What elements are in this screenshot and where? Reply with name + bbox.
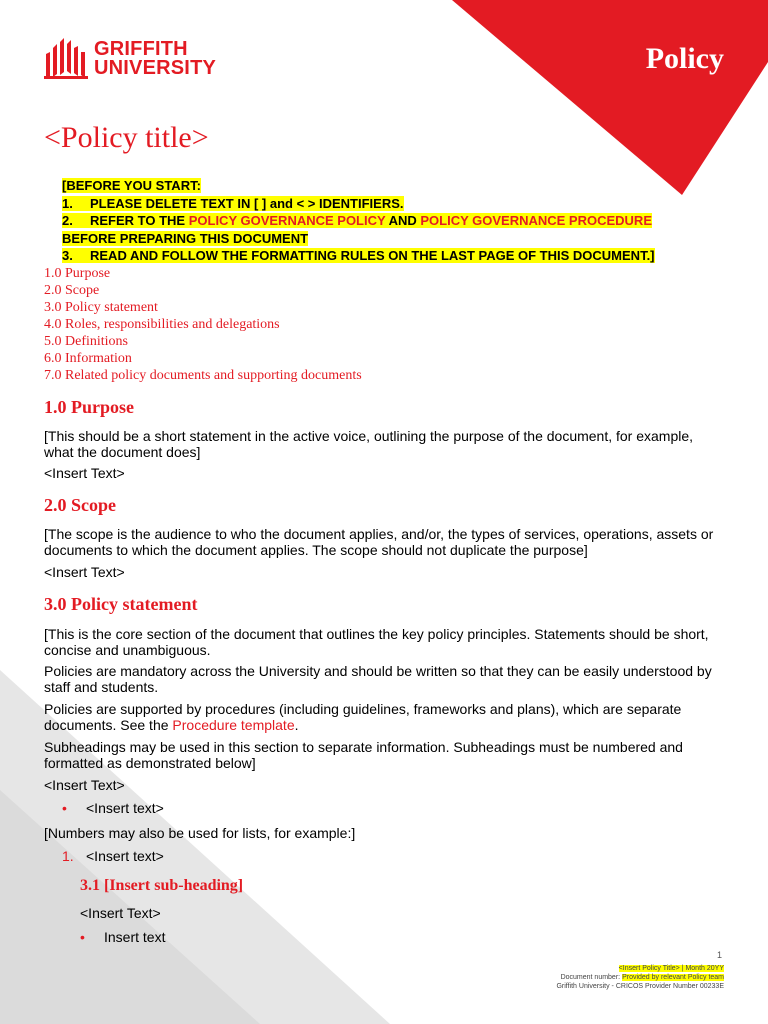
footer-title: <Insert Policy Title> | Month 20YY <box>618 965 724 972</box>
policy-statement-p1: [This is the core section of the document that outlines the key policy principles. Statements should be short, concise and unambiguous. <box>44 626 709 658</box>
sub-insert: <Insert Text> <box>80 905 161 921</box>
numbers-note: [Numbers may also be used for lists, for example:] <box>44 825 356 841</box>
purpose-heading: 1.0 Purpose <box>44 397 134 417</box>
numbered-item-text: <Insert text> <box>86 848 164 864</box>
page-title: <Policy title> <box>44 121 209 154</box>
instructions-block <box>62 177 722 265</box>
document-type-label: Policy <box>645 42 724 75</box>
toc-item-scope[interactable]: 2.0 Scope <box>44 283 100 298</box>
bullet-dot-icon: • <box>80 929 85 945</box>
policy-statement-p3-text: Policies are supported by procedures (including guidelines, frameworks and plans), which are separate documents. See the <box>44 701 682 733</box>
procedure-template-link[interactable]: Procedure template <box>172 717 295 733</box>
header-red-triangle <box>452 0 768 195</box>
list-number: 1. <box>62 848 74 864</box>
list-item <box>62 800 164 816</box>
sub-heading: 3.1 [Insert sub-heading] <box>80 877 244 894</box>
bullet-text: Insert text <box>104 929 166 945</box>
instruction-2-text-b: AND <box>385 213 421 228</box>
policy-statement-p4: Subheadings may be used in this section to separate information. Subheadings must be numbered and formatted as demonstrated below] <box>44 739 683 771</box>
bullet-dot-icon: • <box>62 800 67 816</box>
policy-statement-insert: <Insert Text> <box>44 777 125 793</box>
policy-statement-p3 <box>44 701 724 733</box>
scope-heading: 2.0 Scope <box>44 495 116 515</box>
toc-item-purpose[interactable]: 1.0 Purpose <box>44 266 111 281</box>
purpose-insert: <Insert Text> <box>44 465 125 481</box>
policy-statement-p2: Policies are mandatory across the University and should be written so that they can be easily understood by staff and students. <box>44 663 712 695</box>
logo-line-1: GRIFFITH <box>94 38 188 60</box>
toc-item-related-documents[interactable]: 7.0 Related policy documents and supporting documents <box>44 368 362 383</box>
footer <box>556 964 724 991</box>
instruction-2-text-c: BEFORE PREPARING THIS DOCUMENT <box>62 230 309 246</box>
instruction-1-number: 1. <box>62 195 73 211</box>
scope-insert: <Insert Text> <box>44 564 125 580</box>
table-of-contents <box>44 265 362 384</box>
scope-body: [The scope is the audience to who the document applies, and/or, the types of services, operations, assets or documents to which the document applies. The scope should not duplicate the purpose] <box>44 526 714 558</box>
griffith-emblem-icon <box>44 38 90 80</box>
instruction-3-number: 3. <box>62 248 73 263</box>
instruction-3-text: READ AND FOLLOW THE FORMATTING RULES ON THE LAST PAGE OF THIS DOCUMENT.] <box>90 248 655 263</box>
bullet-text: <Insert text> <box>86 800 164 816</box>
footer-docnum-value: Provided by relevant Policy team <box>622 974 724 981</box>
list-item <box>80 929 166 945</box>
instruction-1-text: PLEASE DELETE TEXT IN [ ] and < > IDENTIFIERS. <box>90 195 404 211</box>
numbered-list-item <box>62 848 164 864</box>
policy-statement-heading: 3.0 Policy statement <box>44 594 198 614</box>
footer-cricos: Griffith University - CRICOS Provider Number 00233E <box>556 983 724 990</box>
instruction-2-text-a: REFER TO THE <box>90 213 189 228</box>
logo-line-2: UNIVERSITY <box>94 57 217 79</box>
policy-governance-procedure-link[interactable]: POLICY GOVERNANCE PROCEDURE <box>420 213 652 228</box>
instruction-2-number: 2. <box>62 213 73 228</box>
toc-item-roles[interactable]: 4.0 Roles, responsibilities and delegations <box>44 317 280 332</box>
griffith-logo[interactable] <box>44 38 259 86</box>
page-number: 1 <box>716 950 722 960</box>
toc-item-policy-statement[interactable]: 3.0 Policy statement <box>44 300 158 315</box>
purpose-body: [This should be a short statement in the active voice, outlining the purpose of the document, for example, what the document does] <box>44 428 694 460</box>
footer-docnum-label: Document number: <box>560 974 623 981</box>
policy-statement-p3-end: . <box>294 717 299 733</box>
toc-item-information[interactable]: 6.0 Information <box>44 351 132 366</box>
policy-governance-policy-link[interactable]: POLICY GOVERNANCE POLICY <box>188 213 386 228</box>
instructions-intro: [BEFORE YOU START: <box>62 178 201 193</box>
toc-item-definitions[interactable]: 5.0 Definitions <box>44 334 128 349</box>
